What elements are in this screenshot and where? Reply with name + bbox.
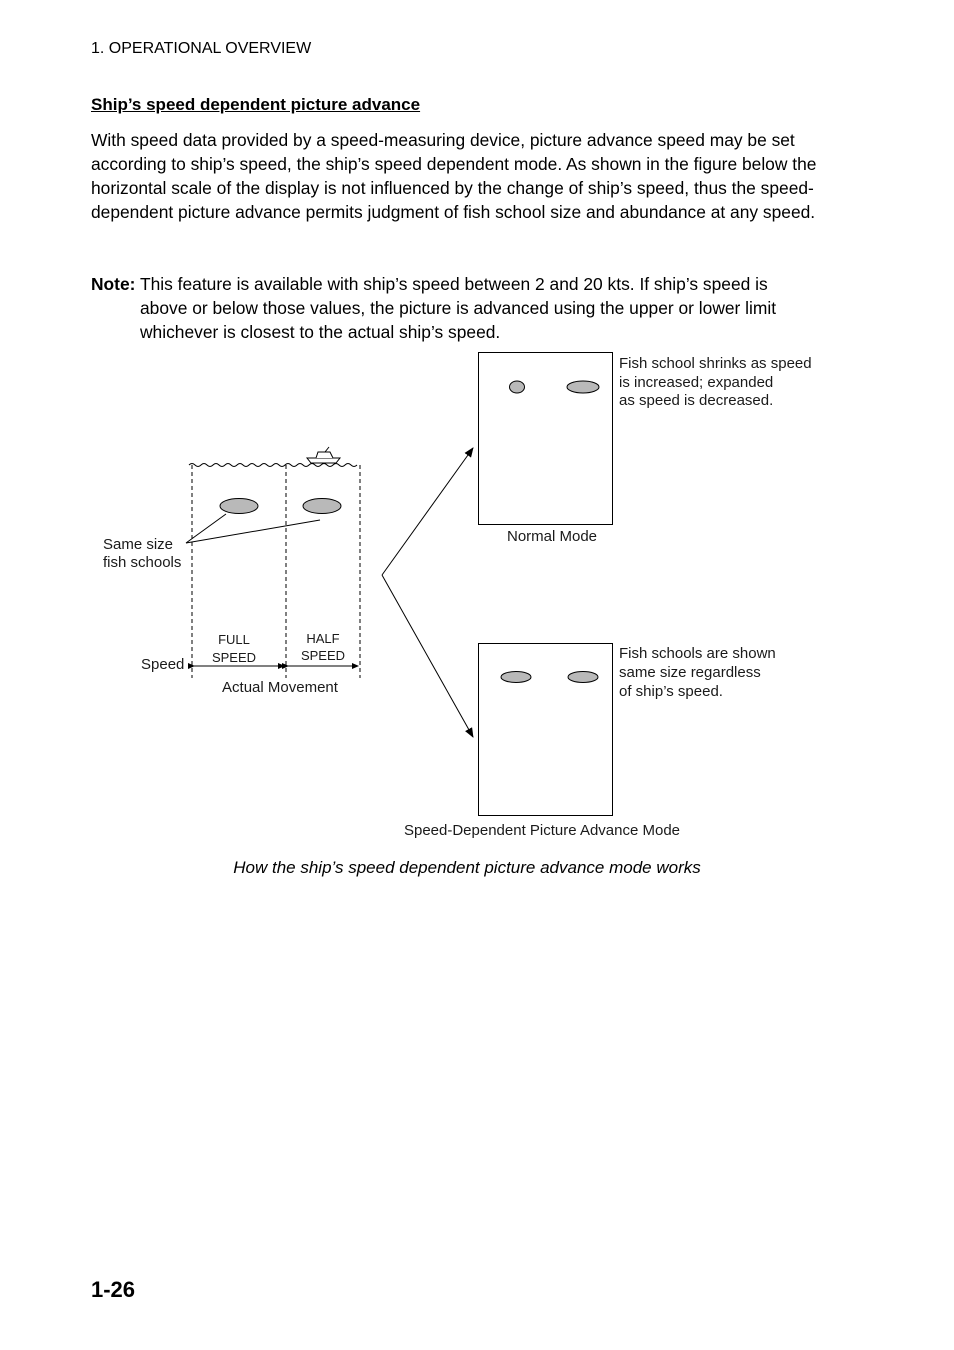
normal-desc-2: is increased; expanded [619,374,774,391]
normal-fish-school-small [510,381,525,393]
normal-mode-display [479,353,613,525]
half-speed-label-1: HALF [306,631,340,646]
sdpa-desc-3: of ship’s speed. [619,683,723,700]
running-header: 1. OPERATIONAL OVERVIEW [91,40,312,57]
full-speed-label-2: SPEED [211,650,257,665]
note-line-2: above or below those values, the picture is advanced using the upper or lower limit [140,298,777,318]
sdpa-desc-2: same size regardless [619,664,761,681]
sea-surface-line [189,464,357,467]
normal-mode-label: Normal Mode [506,528,598,545]
same-size-label-2: fish schools [103,554,182,571]
arrow-to-normal-mode [382,448,473,575]
sdpa-desc-1: Fish schools are shown [619,645,776,662]
body-paragraph: With speed data provided by a speed-measuring device, picture advance speed may be set according to ship’s speed, the ship’s speed dependent mode. As shown in the figure below the horizontal scale of the display is not influenced by the change of ship’s speed, thus the speed-dependent picture advance permits judgment of fish school size and abundance at any speed. [91,130,817,222]
note-label: Note: [91,274,136,294]
ship-icon [307,447,340,463]
arrow-to-sdpa-mode [382,575,473,737]
sdpa-mode-label: Speed-Dependent Picture Advance Mode [403,822,681,839]
same-size-label-1: Same size [103,536,174,553]
speed-label: Speed [141,656,185,673]
note-line-3: whichever is closest to the actual ship’s speed. [140,322,501,342]
half-speed-label-2: SPEED [300,648,346,663]
normal-desc-1: Fish school shrinks as speed [619,355,812,372]
figure-caption: How the ship’s speed dependent picture advance mode works [233,858,701,877]
sdpa-mode-display [479,644,613,816]
normal-fish-school-large [567,381,599,393]
sdpa-fish-school-2 [568,672,598,683]
fish-school-full [220,499,258,514]
page-number: 1-26 [91,1277,136,1302]
note-line-1: This feature is available with ship’s speed between 2 and 20 kts. If ship’s speed is [139,274,768,294]
fish-school-half [303,499,341,514]
leader-line-half [186,520,320,543]
normal-desc-3: as speed is decreased. [619,392,774,409]
section-title: Ship’s speed dependent picture advance [91,95,421,114]
sdpa-fish-school-1 [501,672,531,683]
full-speed-label-1: FULL [218,632,250,647]
actual-movement-label: Actual Movement [222,679,338,696]
